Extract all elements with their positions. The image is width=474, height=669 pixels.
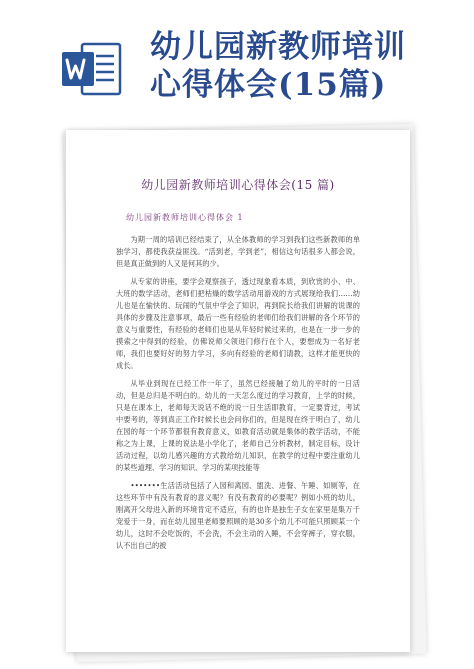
header-banner: [0, 0, 474, 118]
paragraph: 从专家的讲座，要学会观察孩子，透过现象看本质，到欣赏的小、中、大班的数学活动，老师们把枯燥的数学活动用游戏的方式展现给我们……幼儿也是在愉快的、玩闹的气氛中学会了知识，再到院长给我们讲解的说课的具体的步骤及注意事项，最后一些有经验的老师们给我们讲解的各个环节的意义与重要性，有经验的老师们也是从年轻时候过来的，也是在一步一步的摸索之中得到的经验，仿佛说师父领进门修行在个人，要想成为一名好老师，我们也要好好的努力学习，多向有经验的老师们请教，这样才能更快的成长。: [116, 277, 360, 370]
word-document-icon: [60, 40, 122, 98]
banner-title: [150, 28, 470, 104]
document-title: 幼儿园新教师培训心得体会(15 篇): [141, 178, 335, 192]
paragraph: •••••••生活活动包括了入园和离园、盥洗、进餐、午睡、如厕等，在这些环节中有没有教育的意义呢？有没有教育的必要呢？例如小班的幼儿，刚离开父母进入新的环境肯定不适应，有的也许是独生子女在家里是集万千宠爱于一身，而在幼儿园里老师要照顾的是30多个幼儿不可能只照顾某一个幼儿，这时不会吃饭的，不会洗，不会主动的入睡，不会穿裤子，穿衣服，认不出自己的被: [116, 481, 360, 550]
paragraph: 为期一周的培训已经结束了，从全体教师的学习到我们这些新教师的单独学习，都使我获益匪浅。“活到老，学到老”，相信这句话很多人都会说，但是真正做到的人又是何其的少。: [116, 235, 360, 268]
banner-title-line-2: 心得体会(15篇): [150, 67, 387, 103]
document-body: [116, 234, 360, 558]
paragraph: 从毕业到现在已经工作一年了，虽然已经接触了幼儿的平时的一日活动，但是总归是不明白的。幼儿的一天怎么度过的学习教育，上学的时候，只是在课本上，老师每天说话不绝的说一日生活即教育，一定要背过，考试中要考的，等到真正工作时候长也会问你们的，但是现在终于明白了，幼儿在园的每一个环节都很有教育意义，如教育活动就是集体的教学活动，不能称之为上课，上课的说法是小学化了，老师自己分析教材，制定目标，设计活动过程，以幼儿感兴趣的方式教给幼儿知识，在教学的过程中要注重幼儿的某些道理、学习的知识、学习的某项技能等: [116, 379, 360, 472]
document-page: [66, 130, 410, 652]
banner-title-line-1: 幼儿园新教师培训: [150, 29, 406, 65]
section-heading: 幼儿园新教师培训心得体会 1: [126, 213, 244, 222]
